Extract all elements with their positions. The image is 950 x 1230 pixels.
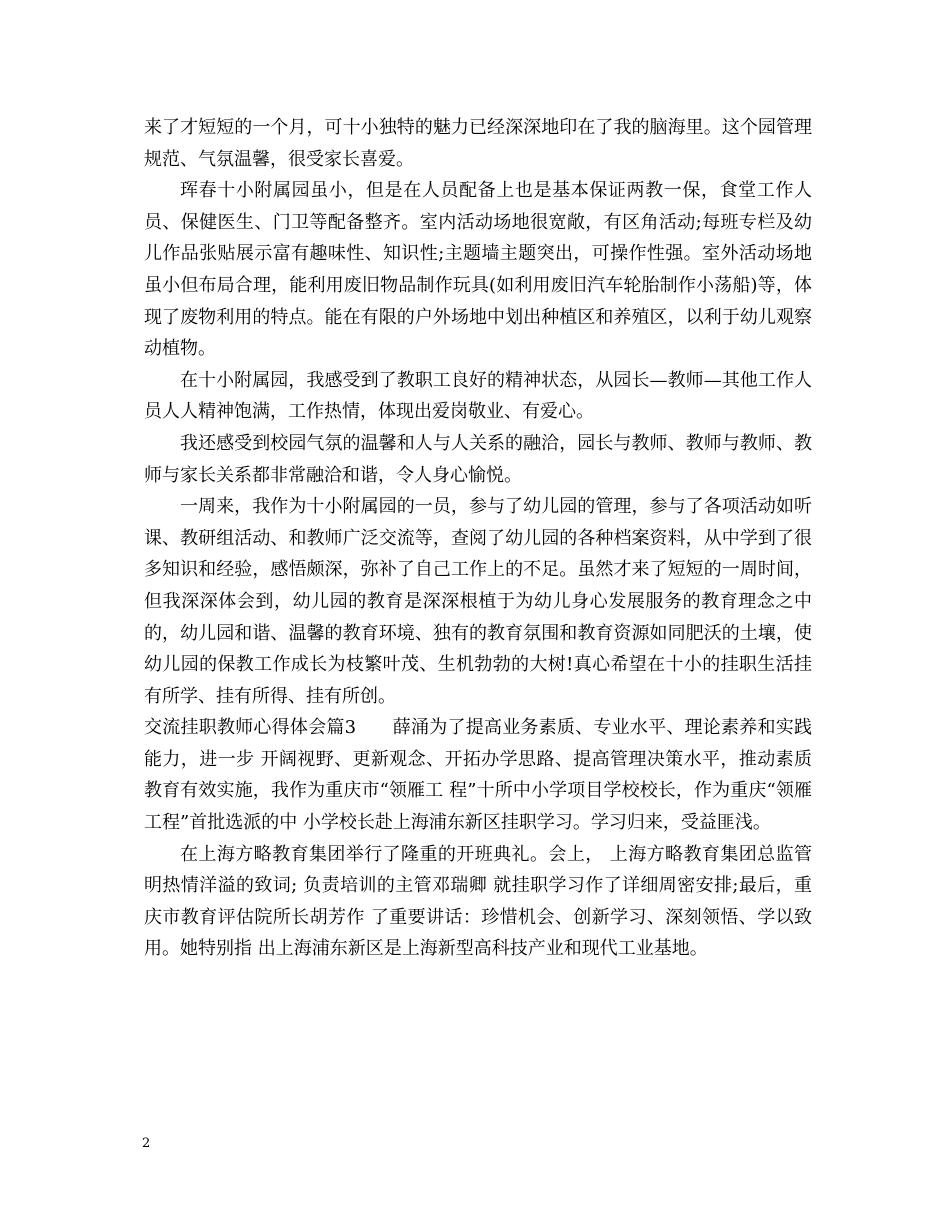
paragraph: 珲春十小附属园虽小，但是在人员配备上也是基本保证两教一保，食堂工作人员、保健医生、门卫等配备整齐。室内活动场地很宽敞，有区角活动;每班专栏及幼儿作品张贴展示富有趣味性、知识性;主题墙主题突出，可操作性强。室外活动场地虽小但布局合理，能利用废旧物品制作玩具(如利用废旧汽车轮胎制作小荡船)等，体现了废物利用的特点。能在有限的户外场地中划出种植区和养殖区，以利于幼儿观察动植物。	[144, 180, 812, 360]
page-number: 2	[142, 1136, 151, 1151]
body-text	[144, 112, 812, 965]
paragraph: 在十小附属园，我感受到了教职工良好的精神状态，从园长—教师—其他工作人员人人精神饱满，工作热情，体现出爱岗敬业、有爱心。	[144, 369, 812, 423]
paragraph: 一周来，我作为十小附属园的一员，参与了幼儿园的管理，参与了各项活动如听课、教研组活动、和教师广泛交流等，查阅了幼儿园的各种档案资料，从中学到了很多知识和经验，感悟颇深，弥补了自己工作上的不足。虽然才来了短短的一周时间，但我深深体会到，幼儿园的教育是深深根植于为幼儿身心发展服务的教育理念之中的，幼儿园和谐、温馨的教育环境、独有的教育氛围和教育资源如同肥沃的土壤，使幼儿园的保教工作成长为枝繁叶茂、生机勃勃的大树!真心希望在十小的挂职生活挂有所学、挂有所得、挂有所创。	[144, 496, 812, 707]
paragraph: 我还感受到校园气氛的温馨和人与人关系的融洽，园长与教师、教师与教师、教师与家长关系都非常融洽和谐，令人身心愉悦。	[144, 432, 812, 486]
paragraph: 来了才短短的一个月，可十小独特的魅力已经深深地印在了我的脑海里。这个园管理规范、气氛温馨，很受家长喜爱。	[144, 117, 812, 170]
paragraph: 在上海方略教育集团举行了隆重的开班典礼。会上， 上海方略教育集团总监管明热情洋溢的致词; 负责培训的主管邓瑞卿 就挂职学习作了详细周密安排;最后，重庆市教育评估院所长胡芳作 了重要讲话：珍惜机会、创新学习、深刻领悟、学以致用。她特别指 出上海浦东新区是上海新型高科技产业和现代工业基地。	[144, 843, 812, 960]
paragraph: 交流挂职教师心得体会篇3 薛涌为了提高业务素质、专业水平、理论素养和实践能力，进一步 开阔视野、更新观念、开拓办学思路、提高管理决策水平，推动素质 教育有效实施，我作为重庆市“领雁工 程”十所中小学项目学校校长，作为重庆“领雁工程”首批选派的中 小学校长赴上海浦东新区挂职学习。学习归来，受益匪浅。	[144, 717, 812, 834]
